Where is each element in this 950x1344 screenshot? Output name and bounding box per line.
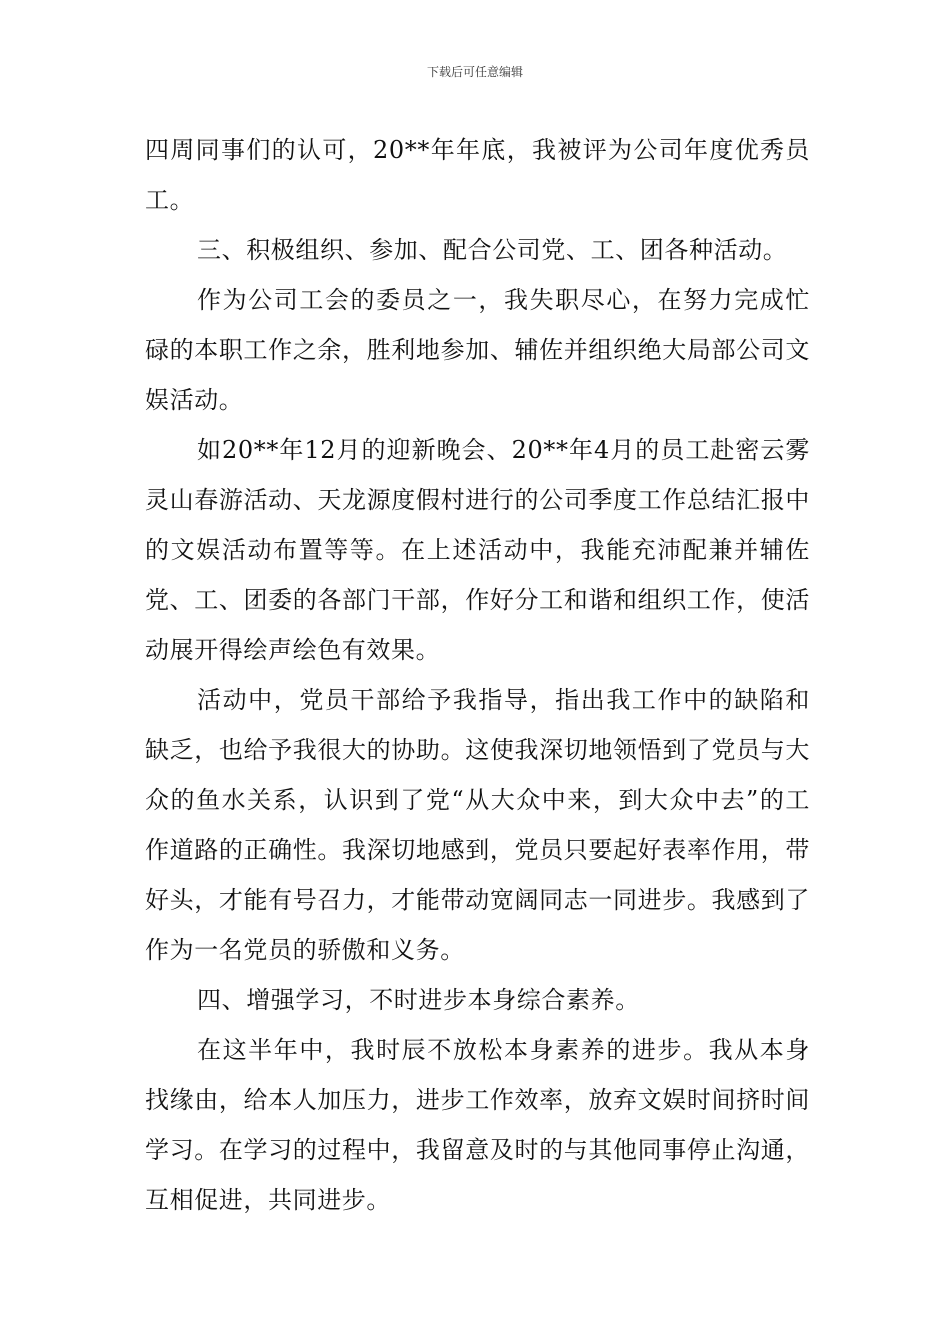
paragraph-6-section-heading: 四、增强学习，不时进步本身综合素养。: [197, 986, 640, 1014]
paragraph-4: 如20**年12月的迎新晚会、20**年4月的员工赴密云雾灵山春游活动、天龙源度假村进行的公司季度工作总结汇报中的文娱活动布置等等。在上述活动中，我能充沛配兼并辅佐党、工、团委的各部门干部，作好分工和谐和组织工作，使活动展开得绘声绘色有效果。: [145, 436, 810, 664]
paragraph-1: 四周同事们的认可，20**年年底，我被评为公司年度优秀员工。: [145, 136, 810, 214]
document-body: [145, 125, 810, 1225]
paragraph-2-section-heading: 三、积极组织、参加、配合公司党、工、团各种活动。: [197, 236, 788, 264]
paragraph-5: 活动中，党员干部给予我指导，指出我工作中的缺陷和缺乏，也给予我很大的协助。这使我深切地领悟到了党员与大众的鱼水关系，认识到了党“从大众中来，到大众中去”的工作道路的正确性。我深切地感到，党员只要起好表率作用，带好头，才能有号召力，才能带动宽阔同志一同进步。我感到了作为一名党员的骄傲和义务。: [145, 686, 810, 964]
page-header: 下载后可任意编辑: [426, 65, 523, 79]
paragraph-3: 作为公司工会的委员之一，我失职尽心，在努力完成忙碌的本职工作之余，胜利地参加、辅佐并组织绝大局部公司文娱活动。: [145, 286, 810, 414]
paragraph-7: 在这半年中，我时辰不放松本身素养的进步。我从本身找缘由，给本人加压力，进步工作效率，放弃文娱时间挤时间学习。在学习的过程中，我留意及时的与其他同事停止沟通，互相促进，共同进步。: [145, 1036, 810, 1214]
